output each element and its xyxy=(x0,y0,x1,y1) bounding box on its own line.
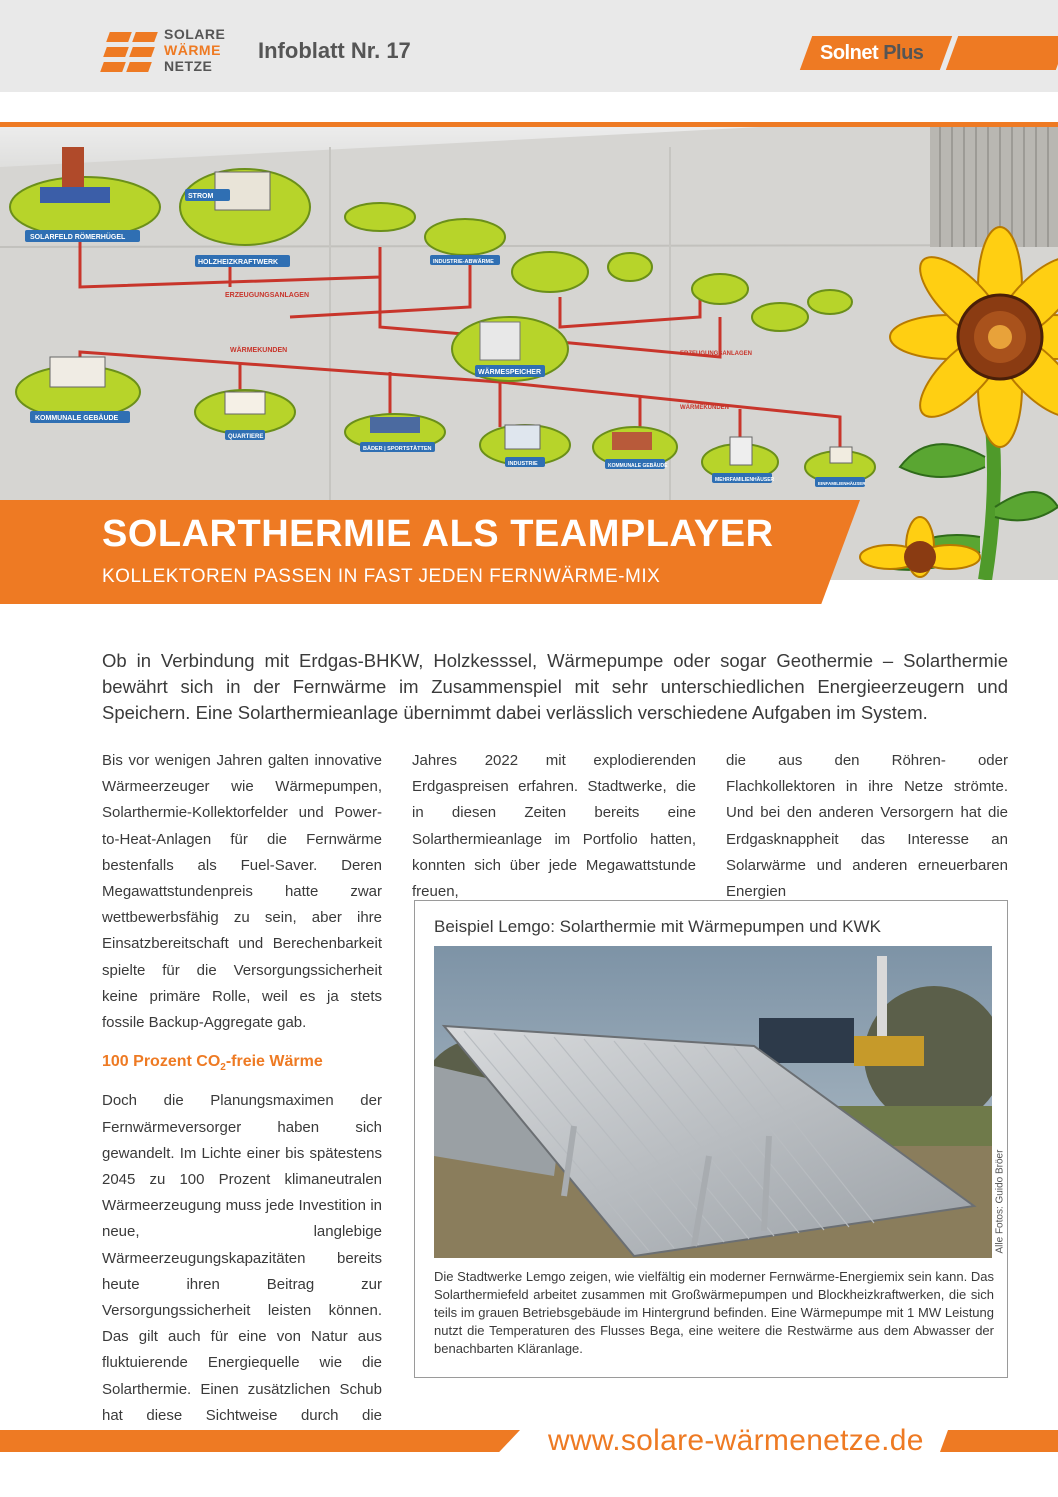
label-solarfeld: SOLARFELD RÖMERHÜGEL xyxy=(30,234,126,241)
example-box-title: Beispiel Lemgo: Solarthermie mit Wärmepumpen und KWK xyxy=(434,917,881,936)
footer-website-link[interactable]: www.solare-wärmenetze.de xyxy=(548,1424,924,1457)
label-erzeugungsanlagen: ERZEUGUNGSANLAGEN xyxy=(225,292,310,299)
label-kommunale-gebaeude: KOMMUNALE GEBÄUDE xyxy=(35,415,119,422)
infoblatt-number: Infoblatt Nr. 17 xyxy=(258,38,411,63)
label-kommunale-gebaeude-2: KOMMUNALE GEBÄUDE xyxy=(608,463,668,469)
label-strom: STROM xyxy=(188,193,214,200)
label-holzheizkraftwerk: HOLZHEIZKRAFTWERK xyxy=(198,259,279,266)
body-paragraph: Bis vor wenigen Jahren galten innovative Wärmeerzeuger wie Wärmepumpen, Solarthermie-Kollektorfelder und Power-to-Heat-Anlagen für die Fernwärme bestenfalls als Fuel-Saver. Deren Megawattstundenpreis hatte zwar wettbewerbsfähig zu sein, aber ihre Einsatzbereitschaft und Berechenbarkeit spielte für die Versorgungssicherheit keine primäre Rolle, weil es ja stets fossile Backup-Aggregate gab. xyxy=(102,752,382,1032)
label-mehrfamilienhaeuser: MEHRFAMILIENHÄUSER xyxy=(715,477,775,483)
label-quartiere: QUARTIERE xyxy=(228,434,264,440)
label-industrie-abwaerme: INDUSTRIE-ABWÄRME xyxy=(433,259,494,265)
label-waermekunden: WÄRMEKUNDEN xyxy=(230,347,288,354)
label-einfamilienhaeuser: EINFAMILIENHÄUSER xyxy=(818,481,866,486)
body-paragraph: Jahres 2022 mit explodierenden Erdgaspreisen erfahren. Stadtwerke, die in diesen Zeiten bereits eine Solarthermieanlage im Portfolio hatten, konnten sich über jede Megawattstunde freuen, xyxy=(412,752,696,901)
page-title: SOLARTHERMIE ALS TEAMPLAYER xyxy=(102,513,774,555)
footer-accent-bar xyxy=(0,1430,520,1452)
label-waermespeicher: WÄRMESPEICHER xyxy=(478,369,542,376)
solare-waermenetze-logo xyxy=(102,26,238,82)
page-subtitle: KOLLEKTOREN PASSEN IN FAST JEDEN FERNWÄRME-MIX xyxy=(102,566,661,587)
solar-collector-photo xyxy=(434,946,992,1258)
footer-accent-tail xyxy=(940,1430,1058,1452)
body-paragraph: die aus den Röhren- oder Flachkollektoren in ihre Netze strömte. Und bei den anderen Versorgern hat die Erdgasknappheit das Interesse an Solarwärme und anderen erneuerbaren Energien xyxy=(726,752,1008,901)
text-column-3 xyxy=(726,748,1008,905)
label-baeder: BÄDER | SPORTSTÄTTEN xyxy=(363,446,432,452)
page-header xyxy=(0,0,1058,92)
section-heading: 100 Prozent $CO_2$-freie Wärme xyxy=(102,1053,323,1074)
header-accent-tail xyxy=(946,36,1058,70)
text-column-1 xyxy=(102,748,382,1455)
photo-credit: Alle Fotos: Guido Bröer xyxy=(994,1149,1006,1254)
label-erzeugungsanlagen-2: ERZEUGUNGSANLAGEN xyxy=(680,351,753,357)
logo-bars-icon xyxy=(102,30,162,82)
logo-wordmark: SOLARE WÄRME NETZE xyxy=(164,26,226,74)
label-waermekunden-2: WÄRMEKUNDEN xyxy=(680,405,729,411)
lead-paragraph: Ob in Verbindung mit Erdgas-BHKW, Holzkesssel, Wärmepumpe oder sogar Geothermie – Solarthermie bewährt sich in der Fernwärme im Zusammenspiel mit sehr unterschiedlichen Energieerzeugern und Speichern. Eine Solarthermieanlage übernimmt dabei verlässlich verschiedene Aufgaben im System. xyxy=(102,650,1008,723)
body-paragraph: Doch die Planungsmaximen der Fernwärmeversorger haben sich gewandelt. Im Lichte einer bis spätestens 2045 zu 100 Prozent klimaneutralen Wärmeerzeugung muss jede Investition in neue, langlebige Wärmeerzeugungskapazitäten bereits heute ihren Beitrag zur Versorgungssicherheit leisten können. Das gilt auch für eine von Natur aus fluktuierende Energiequelle wie die Solarthermie. Einen zusätzlichen Schub hat diese Sichtweise durch die xyxy=(102,1092,382,1424)
solnet-plus-logo: Solnet Plus xyxy=(820,42,924,64)
photo-caption: Die Stadtwerke Lemgo zeigen, wie vielfältig ein moderner Fernwärme-Energiemix sein kann. Das Solarthermiefeld arbeitet zusammen mit Großwärmepumpen und Blockheizkraftwerken, die sich teils im grauen Betriebsgebäude im Hintergrund befinden. Eine Wärmepumpe mit 1 MW Leistung nutzt die Temperaturen des Flusses Bega, eine weitere die Restwärme aus dem Abwasser der benachbarten Kläranlage. xyxy=(434,1269,994,1356)
label-industrie: INDUSTRIE xyxy=(508,461,538,467)
text-column-2 xyxy=(412,748,696,905)
